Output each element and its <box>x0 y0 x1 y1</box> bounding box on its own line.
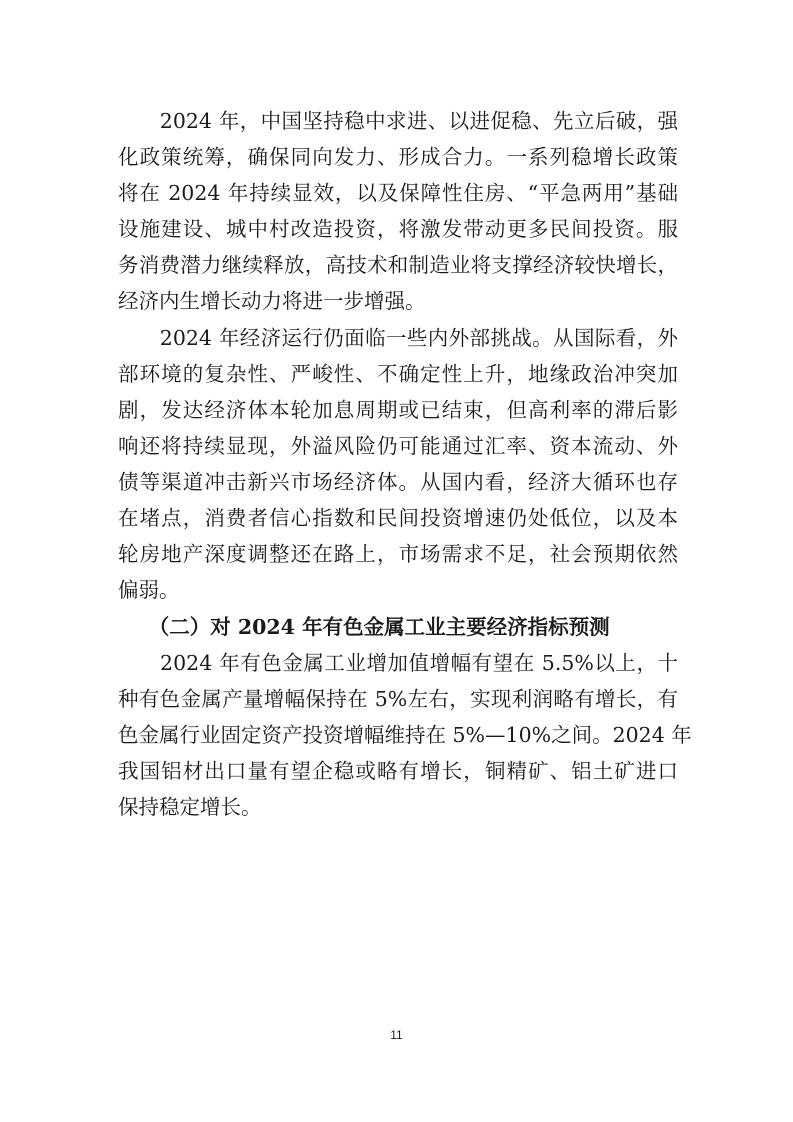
text-line: 化政策统筹，确保同向发力、形成合力。一系列稳增长政策 <box>118 145 678 169</box>
text-line: 经济内生增长动力将进一步增强。 <box>118 289 426 313</box>
text-line: 偏弱。 <box>118 578 180 602</box>
text-line: 种有色金属产量增幅保持在 5%左右，实现利润略有增长，有 <box>118 687 678 711</box>
text-line: 设施建设、城中村改造投资，将激发带动更多民间投资。服 <box>118 217 678 241</box>
text-line: 债等渠道冲击新兴市场经济体。从国内看，经济大循环也存 <box>118 470 678 494</box>
text-line: 色金属行业固定资产投资增幅维持在 5%—10%之间。2024 年 <box>118 723 692 747</box>
text-line: 2024 年，中国坚持稳中求进、以进促稳、先立后破，强 <box>118 109 678 133</box>
text-line: 部环境的复杂性、严峻性、不确定性上升，地缘政治冲突加 <box>118 362 678 386</box>
text-line: 我国铝材出口量有望企稳或略有增长，铜精矿、铝土矿进口 <box>118 759 678 783</box>
text-line: 将在 2024 年持续显效，以及保障性住房、“平急两用”基础 <box>118 181 678 205</box>
text-line: 2024 年有色金属工业增加值增幅有望在 5.5%以上，十 <box>118 651 678 675</box>
text-line: 保持稳定增长。 <box>118 795 262 819</box>
text-line: 在堵点，消费者信心指数和民间投资增速仍处低位，以及本 <box>118 506 678 530</box>
text-line: 剧，发达经济体本轮加息周期或已结束，但高利率的滞后影 <box>118 398 678 422</box>
text-line: 2024 年经济运行仍面临一些内外部挑战。从国际看，外 <box>118 326 678 350</box>
text-line: 务消费潜力继续释放，高技术和制造业将支撑经济较快增长， <box>118 253 678 277</box>
section-heading: （二）对 2024 年有色金属工业主要经济指标预测 <box>118 615 610 639</box>
text-line: 轮房地产深度调整还在路上，市场需求不足，社会预期依然 <box>118 542 678 566</box>
text-line: 响还将持续显现，外溢风险仍可能通过汇率、资本流动、外 <box>118 434 678 458</box>
page-number: 11 <box>390 1028 403 1042</box>
